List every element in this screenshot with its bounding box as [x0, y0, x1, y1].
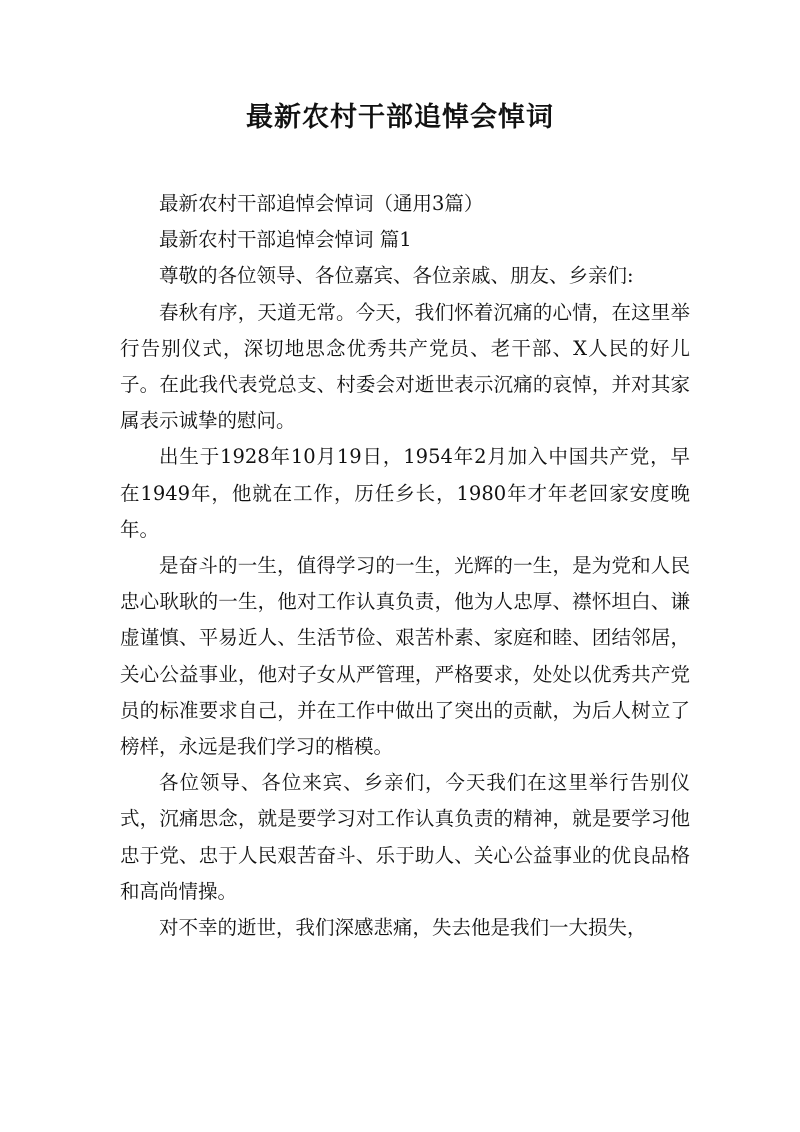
salutation-paragraph: 尊敬的各位领导、各位嘉宾、各位亲戚、朋友、乡亲们: — [159, 264, 634, 288]
document-body — [120, 186, 690, 946]
document-title: 最新农村干部追悼会悼词 — [246, 102, 554, 133]
body-paragraph: 各位领导、各位来宾、乡亲们，今天我们在这里举行告别仪式，沉痛思念，就是要学习对工作认真负责的精神，就是要学习他忠于党、忠于人民艰苦奋斗、乐于助人、关心公益事业的优良品格和高尚情操。 — [120, 771, 690, 903]
body-paragraph: 春秋有序，天道无常。今天，我们怀着沉痛的心情，在这里举行告别仪式，深切地思念优秀共产党员、老干部、X人民的好儿子。在此我代表党总支、村委会对逝世表示沉痛的哀悼，并对其家属表示诚挚的慰问。 — [120, 300, 690, 433]
body-paragraph: 出生于1928年10月19日，1954年2月加入中国共产党，早在1949年，他就在工作，历任乡长，1980年才年老回家安度晚年。 — [120, 445, 690, 541]
subtitle-paragraph: 最新农村干部追悼会悼词（通用3篇） — [159, 192, 484, 215]
body-paragraph: 是奋斗的一生，值得学习的一生，光辉的一生，是为党和人民忠心耿耿的一生，他对工作认真负责，他为人忠厚、襟怀坦白、谦虚谨慎、平易近人、生活节俭、艰苦朴素、家庭和睦、团结邻居，关心公益事业，他对子女从严管理，严格要求，处处以优秀共产党员的标准要求自己，并在工作中做出了突出的贡献，为后人树立了榜样，永远是我们学习的楷模。 — [120, 554, 690, 759]
body-paragraph: 对不幸的逝世，我们深感悲痛，失去他是我们一大损失， — [159, 916, 647, 940]
section-heading: 最新农村干部追悼会悼词 篇1 — [159, 228, 412, 252]
